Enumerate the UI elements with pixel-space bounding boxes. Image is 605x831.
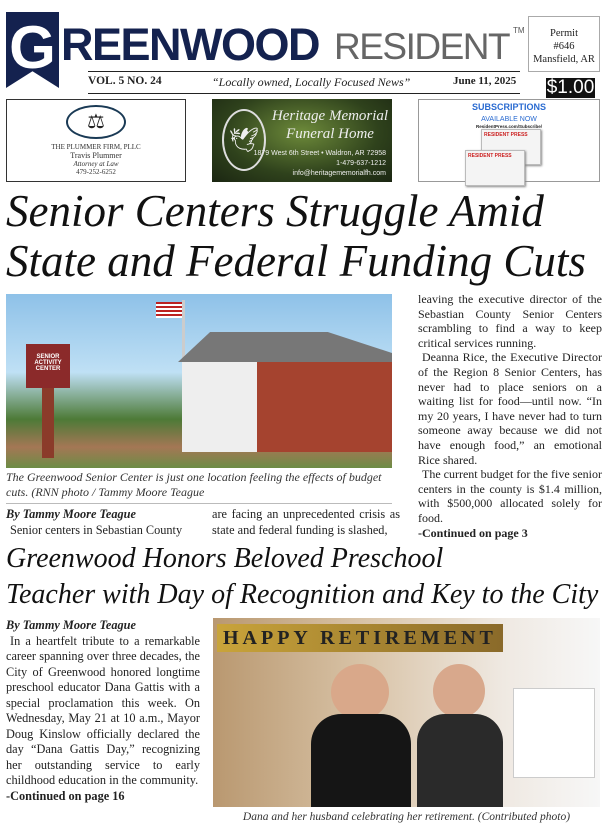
person-dana xyxy=(417,714,503,807)
retirement-banner: HAPPY RETIREMENT xyxy=(217,624,503,652)
ad-plummer-firm[interactable] xyxy=(6,99,186,182)
price-badge: $1.00 xyxy=(546,77,595,98)
headline-preschool-teacher xyxy=(6,541,598,613)
ad-phone: 1-479-637-1212 xyxy=(336,160,386,167)
headline-senior-centers xyxy=(6,186,586,286)
logo-resident: RESIDENT xyxy=(334,26,510,67)
byline: By Tammy Moore Teague xyxy=(6,618,136,632)
headline-line: Teacher with Day of Recognition and Key to the City xyxy=(6,579,599,610)
continued-link[interactable]: -Continued on page 3 xyxy=(418,525,528,540)
building-roof xyxy=(178,332,392,362)
ad-url: ResidentPress.com/Subscribe/ xyxy=(475,124,543,129)
flag xyxy=(156,302,182,318)
person-husband xyxy=(311,714,411,807)
sign-post xyxy=(42,388,54,458)
logo-letter-g: G xyxy=(9,14,56,81)
permit-box xyxy=(528,16,600,72)
article-text: In a heartfelt tribute to a remarkable career spanning over three decades, the City of Greenwood honored longtime preschool educator Dana Gattis with a special proclamation this week. On Wednesday, May 21 at 10 a.m., Mayor Doug Kinslow officially declared the day “Dana Gattis Day,” recognizing her outstanding service to early childhood education in the community. xyxy=(6,633,200,787)
person-head xyxy=(331,664,389,720)
issue-date: June 11, 2025 xyxy=(453,75,517,87)
trademark: TM xyxy=(513,26,525,35)
ad-phone: 479-252-6252 xyxy=(76,168,116,176)
scales-of-justice-icon: ⚖ xyxy=(66,105,126,139)
ad-title: SUBSCRIPTIONS xyxy=(471,102,546,112)
article-text: Deanna Rice, the Executive Director of the Region 8 Senior Centers, has never had to place seniors on a waiting list for food—until now. “In my 20 years, I have never had to turn someone away because we did not have enough food,” an emotional Rice shared. xyxy=(418,350,602,467)
permit-line: #646 xyxy=(553,41,575,52)
headline-line: State and Federal Funding Cuts xyxy=(6,236,586,286)
article-text: The current budget for the five senior centers in the county is $1.4 million, with $500,000 allocated solely for food. xyxy=(418,467,602,525)
photo-sign: SENIOR ACTIVITY CENTER xyxy=(26,344,70,388)
permit-line: Permit xyxy=(550,28,578,39)
headline-line: Senior Centers Struggle Amid xyxy=(6,186,544,236)
divider xyxy=(6,503,392,504)
ad-name: Funeral Home xyxy=(286,126,374,142)
permit-line: Mansfield, AR xyxy=(533,54,595,65)
ad-person: Travis Plummer xyxy=(70,151,122,160)
ad-address: 1879 West 6th Street • Waldron, AR 72958 xyxy=(253,150,386,157)
photo-caption: The Greenwood Senior Center is just one location feeling the effects of budget cuts. (RNN photo / Tammy Moore Teague xyxy=(6,470,382,499)
person-head xyxy=(433,664,485,718)
thumb-title: RESIDENT PRESS xyxy=(468,153,512,159)
building xyxy=(182,362,392,452)
continued-link[interactable]: -Continued on page 16 xyxy=(6,788,125,803)
ad-name: Heritage Memorial xyxy=(271,108,389,124)
ad-heritage-memorial[interactable] xyxy=(212,99,392,182)
photo-retirement xyxy=(213,618,600,807)
newspaper-thumbnail xyxy=(465,150,525,186)
logo-greenwood: REENWOOD xyxy=(61,19,319,70)
thumb-title: RESIDENT PRESS xyxy=(484,132,528,138)
ad-firm-name: THE PLUMMER FIRM, PLLC xyxy=(51,143,141,151)
ad-title: Attorney at Law xyxy=(73,160,119,168)
volume-number: VOL. 5 NO. 24 xyxy=(88,75,162,87)
headline-line: Greenwood Honors Beloved Preschool xyxy=(6,543,444,574)
article-text: leaving the executive director of the Sebastian County Senior Centers scrambling to find a way to keep critical services running. xyxy=(418,292,602,350)
byline: By Tammy Moore Teague xyxy=(6,507,136,521)
dove-icon: 🕊 xyxy=(222,109,266,171)
article-text: are facing an unprecedented crisis as state and federal funding is slashed, xyxy=(212,507,400,537)
ad-subtitle: AVAILABLE NOW xyxy=(481,116,537,123)
ad-subscriptions[interactable] xyxy=(418,99,600,182)
photo-senior-center xyxy=(6,294,392,468)
divider xyxy=(88,71,520,72)
article-text: Senior centers in Sebastian County xyxy=(10,522,183,537)
motto: “Locally owned, Locally Focused News” xyxy=(212,75,411,89)
photo-caption: Dana and her husband celebrating her retirement. (Contributed photo) xyxy=(242,811,571,823)
divider xyxy=(88,93,520,94)
poster xyxy=(513,688,595,778)
ad-email: info@heritagememorialfh.com xyxy=(292,170,386,177)
